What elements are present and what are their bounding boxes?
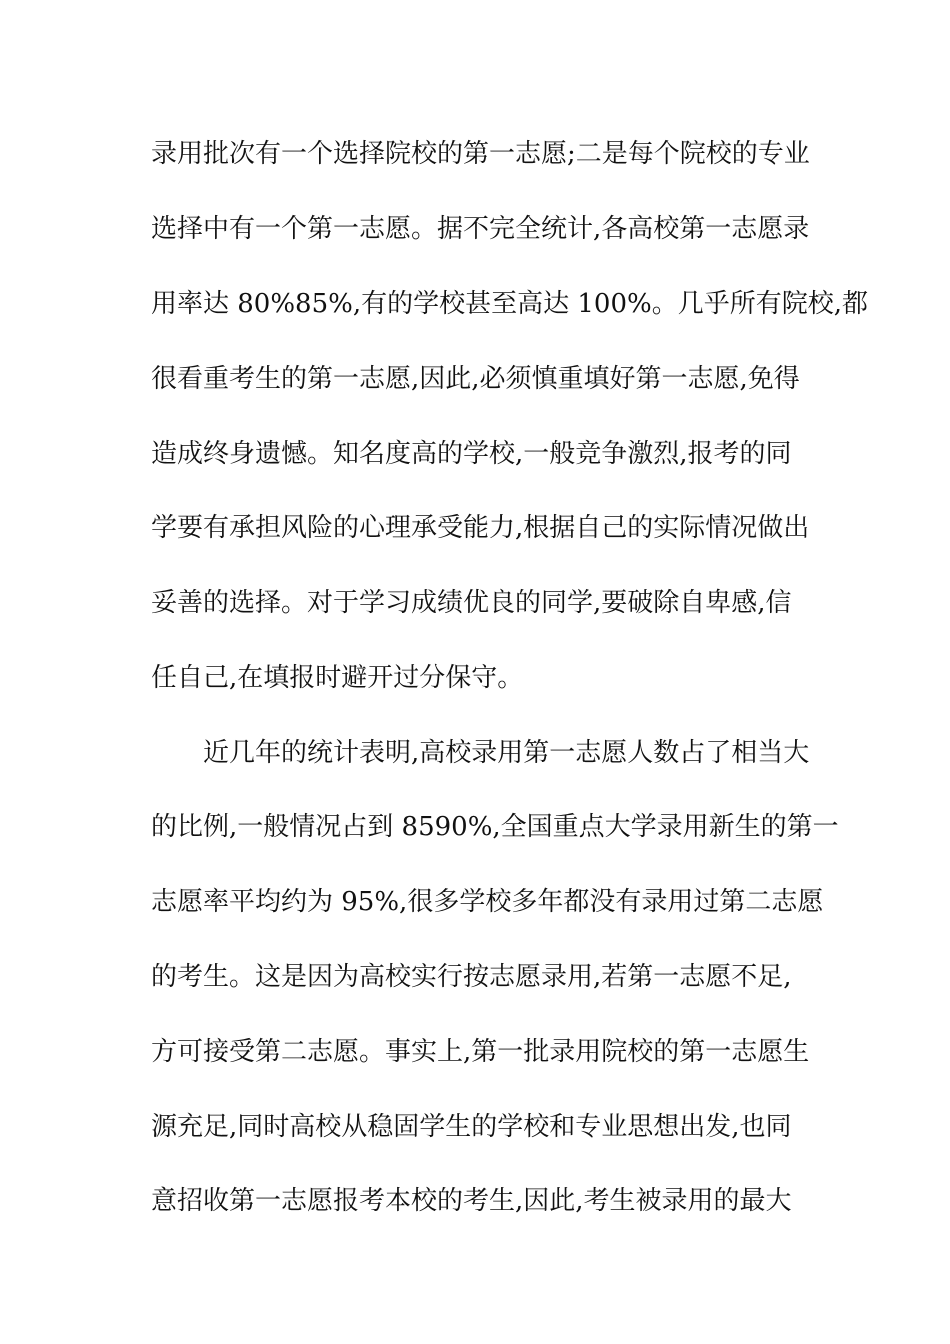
paragraph-1-line-4: 很看重考生的第一志愿,因此,必须慎重填好第一志愿,免得: [151, 364, 800, 394]
paragraph-1-line-6: 学要有承担风险的心理承受能力,根据自己的实际情况做出: [151, 513, 810, 543]
paragraph-2-line-7: 意招收第一志愿报考本校的考生,因此,考生被录用的最大: [151, 1186, 792, 1216]
paragraph-1-line-8: 任自己,在填报时避开过分保守。: [151, 663, 524, 693]
paragraph-1-line-5: 造成终身遗憾。知名度高的学校,一般竞争激烈,报考的同: [151, 439, 792, 469]
paragraph-1-line-1: 录用批次有一个选择院校的第一志愿;二是每个院校的专业: [151, 139, 810, 169]
paragraph-2-line-2: 的比例,一般情况占到 8590%,全国重点大学录用新生的第一: [151, 812, 839, 842]
paragraph-1-line-7: 妥善的选择。对于学习成绩优良的同学,要破除自卑感,信: [151, 588, 792, 618]
paragraph-2-line-6: 源充足,同时高校从稳固学生的学校和专业思想出发,也同: [151, 1112, 792, 1142]
paragraph-2-line-5: 方可接受第二志愿。事实上,第一批录用院校的第一志愿生: [151, 1037, 810, 1067]
paragraph-2-line-1: 近几年的统计表明,高校录用第一志愿人数占了相当大: [203, 738, 810, 768]
paragraph-2-line-3: 志愿率平均约为 95%,很多学校多年都没有录用过第二志愿: [151, 887, 824, 917]
paragraph-1-line-3: 用率达 80%85%,有的学校甚至高达 100%。几乎所有院校,都: [151, 289, 868, 319]
paragraph-2-line-4: 的考生。这是因为高校实行按志愿录用,若第一志愿不足,: [151, 962, 792, 992]
paragraph-1-line-2: 选择中有一个第一志愿。据不完全统计,各高校第一志愿录: [151, 214, 810, 244]
